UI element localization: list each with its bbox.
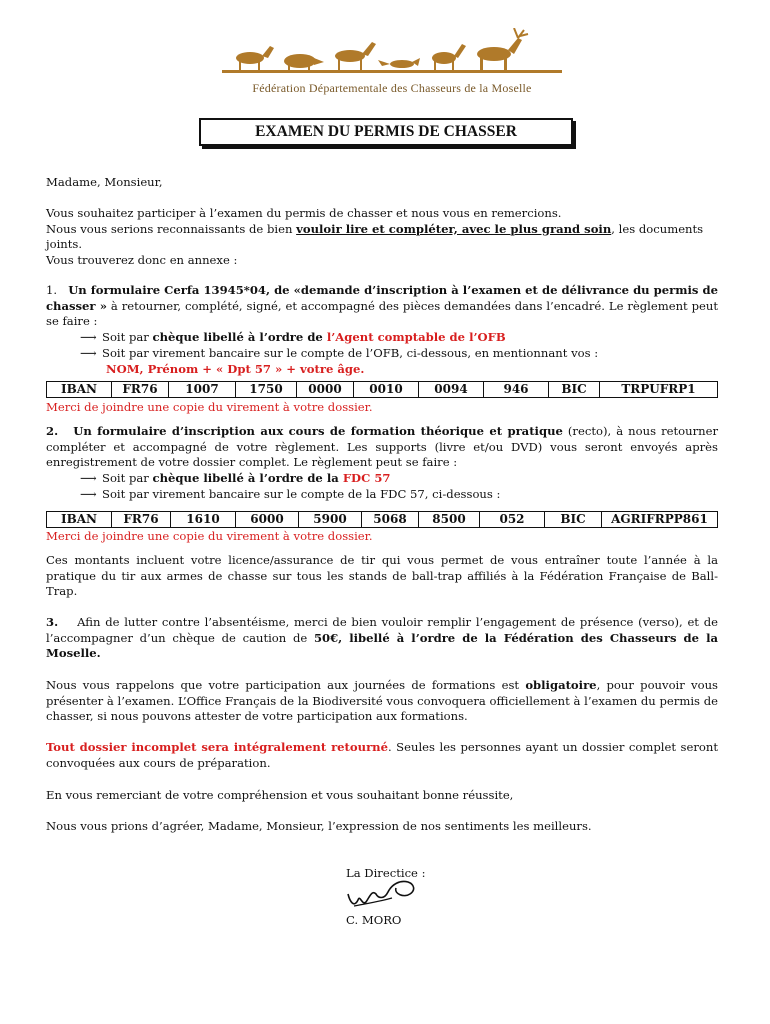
- rappel-end: , pour pouvoir vous présenter à l’examen. L’Office Français de la Biodiversité vous convoquera officiellement à l’examen du permis de chasser, si nous pouvons attester de votre participation aux formations.: [46, 678, 719, 724]
- section-2-text: (recto), à nous retourner compléter et accompagné de votre règlement. Les supports (livre et/ou DVD) vous seront envoyés après enregistrement de votre dossier complet. Le règlement peut se faire :: [46, 424, 718, 470]
- option-payee: FDC 57: [342, 471, 391, 485]
- bank-table-ofb: [46, 381, 718, 398]
- intro-line2-end: , les documents joints.: [46, 221, 704, 252]
- option-text: Soit par: [102, 471, 153, 485]
- bank-cell: BIC: [545, 512, 602, 528]
- bank-cell: 0094: [419, 382, 484, 398]
- section-3-deposit: 50€, libellé à l’ordre de la Fédération des Chasseurs de la Moselle.: [46, 630, 718, 661]
- option-text: Soit par virement bancaire sur le compte de l’OFB, ci-dessous, en mentionnant vos :: [102, 346, 599, 360]
- section-1-text: à retourner, complété, signé, et accompagné des pièces demandées dans l’encadré. Le règlement peut se faire :: [46, 298, 718, 329]
- arrow-right-icon: ⟶: [80, 471, 97, 485]
- section-1-option-virement: [46, 346, 718, 362]
- section-3-text: Afin de lutter contre l’absentéisme, merci de bien vouloir remplir l’engagement de présence (verso), et de l’accompagner d’un chèque de caution de: [46, 615, 718, 645]
- intro-paragraph: [46, 206, 718, 268]
- section-2-number: 2.: [46, 424, 59, 438]
- section-2-note: Merci de joindre une copie du virement à votre dossier.: [46, 529, 373, 543]
- signature-scribble: [344, 872, 420, 912]
- bank-cell: TRPUFRP1: [600, 382, 718, 398]
- section-1: [46, 283, 718, 330]
- bank-cell: AGRIFRPP861: [602, 512, 718, 528]
- bank-cell: 052: [480, 512, 545, 528]
- bank-cell: 8500: [419, 512, 480, 528]
- section-1-mention: NOM, Prénom + « Dpt 57 » + votre âge.: [106, 362, 365, 376]
- signature-name: C. MORO: [346, 913, 402, 927]
- bank-cell: FR76: [112, 512, 171, 528]
- section-1-number: 1.: [46, 283, 58, 297]
- arrow-right-icon: ⟶: [80, 487, 97, 501]
- bank-cell: 1610: [171, 512, 236, 528]
- paragraph-incomplet: [46, 740, 718, 771]
- bank-cell: 1750: [236, 382, 297, 398]
- option-text: Soit par: [102, 330, 153, 344]
- intro-line2: [46, 222, 718, 253]
- closing-line: Nous vous prions d’agréer, Madame, Monsieur, l’expression de nos sentiments les meilleurs.: [46, 819, 592, 833]
- bank-cell: 5900: [299, 512, 362, 528]
- bank-cell: 0000: [297, 382, 354, 398]
- option-bold: chèque libellé à l’ordre de: [152, 330, 327, 344]
- page-title: EXAMEN DU PERMIS DE CHASSER: [199, 118, 573, 146]
- bank-cell: 5068: [362, 512, 419, 528]
- thanks-line: En vous remerciant de votre compréhension et vous souhaitant bonne réussite,: [46, 788, 514, 802]
- table-row: [47, 512, 718, 528]
- section-2-option-cheque: [46, 471, 718, 487]
- bank-cell: IBAN: [47, 382, 112, 398]
- arrow-right-icon: ⟶: [80, 346, 97, 360]
- bank-cell: 0010: [354, 382, 419, 398]
- section-1-note: Merci de joindre une copie du virement à votre dossier.: [46, 400, 373, 414]
- federation-logo: [222, 28, 562, 98]
- bank-cell: 946: [484, 382, 549, 398]
- paragraph-rappel: [46, 678, 718, 725]
- intro-line1: Vous souhaitez participer à l’examen du permis de chasser et nous vous en remercions.: [46, 206, 562, 220]
- federation-name: Fédération Départementale des Chasseurs de la Moselle: [252, 81, 532, 95]
- rappel-obligatoire: obligatoire: [525, 678, 597, 692]
- bank-cell: 1007: [169, 382, 236, 398]
- option-bold: chèque libellé à l’ordre de la: [152, 471, 343, 485]
- bank-cell: FR76: [112, 382, 169, 398]
- section-3-number: 3.: [46, 615, 59, 629]
- intro-line3: Vous trouverez donc en annexe :: [46, 252, 238, 267]
- animals-silhouette-icon: [222, 28, 562, 80]
- greeting: Madame, Monsieur,: [46, 175, 163, 189]
- section-1-title: Un formulaire Cerfa 13945*04, de «demande d’inscription à l’examen et de délivrance du permis de chasser »: [46, 283, 718, 313]
- rappel-start: Nous vous rappelons que votre participation aux journées de formations est: [46, 678, 526, 692]
- section-2-option-virement: [46, 487, 718, 503]
- bank-table-fdc: [46, 511, 718, 528]
- option-payee: l’Agent comptable de l’OFB: [326, 330, 506, 344]
- section-1-option-cheque: [46, 330, 718, 346]
- section-2: [46, 424, 718, 471]
- section-3: [46, 615, 718, 662]
- bank-cell: BIC: [549, 382, 600, 398]
- option-text: Soit par virement bancaire sur le compte de la FDC 57, ci-dessous :: [102, 487, 501, 501]
- paragraph-montants: Ces montants incluent votre licence/assurance de tir qui vous permet de vous entraîner toute l’année à la pratique du tir aux armes de chasse sur tous les stands de ball-trap affiliés à la Fédération Française de Ball-Trap.: [46, 553, 718, 599]
- intro-emphasis: vouloir lire et compléter, avec le plus grand soin: [296, 221, 612, 236]
- signature-label: La Directice :: [346, 866, 426, 880]
- bank-cell: IBAN: [47, 512, 112, 528]
- incomplet-text: . Seules les personnes ayant un dossier complet seront convoquées aux cours de préparation.: [46, 740, 718, 770]
- table-row: [47, 382, 718, 398]
- arrow-right-icon: ⟶: [80, 330, 97, 344]
- section-2-title: Un formulaire d’inscription aux cours de formation théorique et pratique: [73, 424, 563, 438]
- bank-cell: 6000: [236, 512, 299, 528]
- intro-line2-start: Nous vous serions reconnaissants de bien: [46, 221, 297, 236]
- incomplet-warning: Tout dossier incomplet sera intégralement retourné: [46, 740, 388, 754]
